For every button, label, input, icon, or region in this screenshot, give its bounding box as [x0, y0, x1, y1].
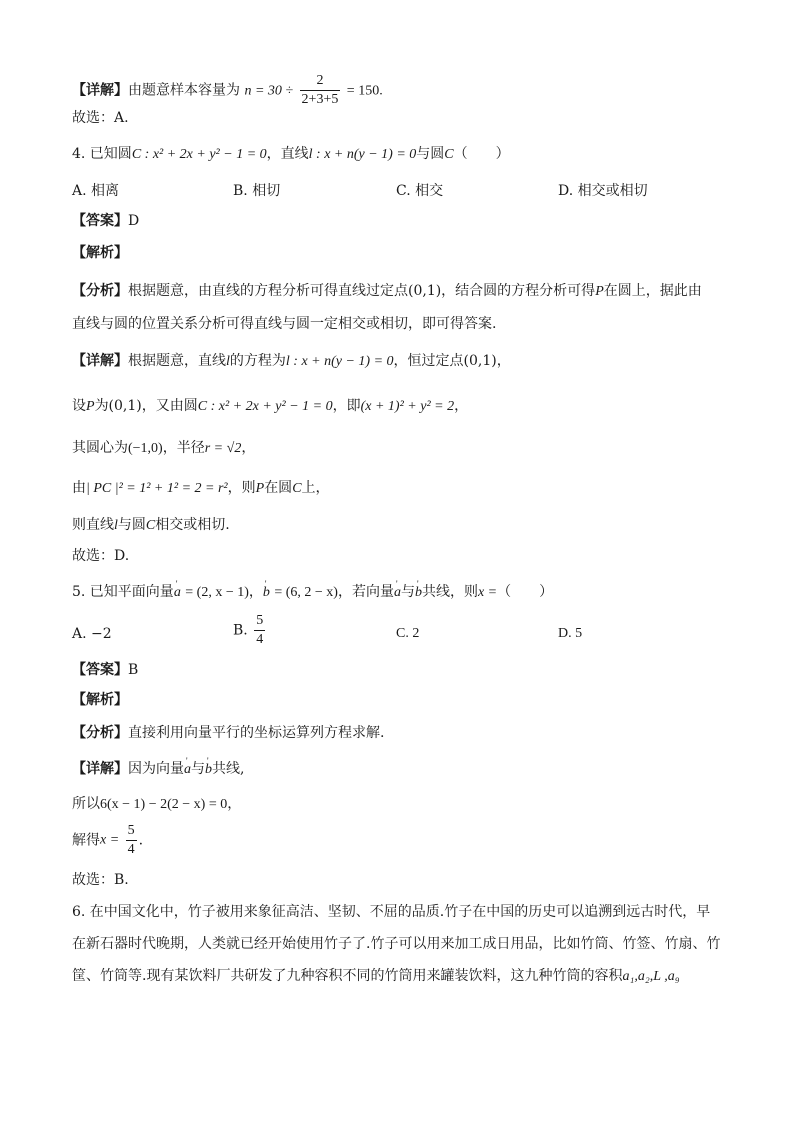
q4-option-d: D. 相交或相切: [558, 183, 648, 199]
q4-detail-4: 由| PC |² = 1² + 1² = 2 = r²，则P在圆C上，: [72, 480, 330, 496]
q4-analysis-1: 【分析】根据题意，由直线的方程分析可得直线过定点(0,1)，结合圆的方程分析可得P在圆上，据此由: [72, 283, 702, 299]
q6-line-1: 6. 在中国文化中，竹子被用来象征高洁、坚韧、不屈的品质.竹子在中国的历史可以追溯到远古时代，早: [72, 904, 711, 920]
q4-analysis-2: 直线与圆的位置关系分析可得直线与圆一定相交或相切，即可得答案.: [72, 316, 497, 332]
q6-line-2: 在新石器时代晚期，人类就已经开始使用竹子了.竹子可以用来加工成日用品，比如竹筒、竹签、竹扇、竹: [72, 936, 721, 952]
q5-option-b: B. $\frac{5}{4}$: [233, 613, 264, 647]
q5-jiexi-tag: 【解析】: [72, 692, 128, 708]
q5-choice: 故选：B.: [72, 872, 129, 888]
q3-choice: 故选：A.: [72, 110, 129, 126]
q5-option-c: C. 2: [396, 626, 420, 641]
q4-detail-1: 【详解】根据题意，直线l的方程为l : x + n(y − 1) = 0，恒过定点(0,1)，: [72, 353, 511, 369]
q4-stem: 4. 已知圆C : x² + 2x + y² − 1 = 0，直线l : x + n(y − 1) = 0与圆C（ ）: [72, 146, 510, 162]
q4-detail-3: 其圆心为(−1,0)，半径r = √2，: [72, 440, 256, 456]
fraction: $\frac{2}{2+3+5}$: [301, 73, 339, 107]
q5-option-a: A. −2: [72, 626, 112, 642]
q5-stem: 5. 已知平面向量' a = (2, x − 1)，' b = (6, 2 − x)，若向量' a与' b共线，则x =（ ）: [72, 582, 553, 603]
q4-jiexi-tag: 【解析】: [72, 245, 128, 261]
q3-detail: 【详解】由题意样本容量为 n = 30 ÷ $\frac{2}{2+3+5}$ = 150.: [72, 73, 383, 107]
q6-line-3: 筐、竹筒等.现有某饮料厂共研发了九种容积不同的竹筒用来罐装饮料，这九种竹筒的容积a₁,a₂,L ,a₉: [72, 968, 680, 984]
q4-detail-5: 则直线l与圆C相交或相切.: [72, 517, 230, 533]
q5-answer: 【答案】B: [72, 662, 139, 678]
q4-option-a: A. 相离: [72, 183, 120, 199]
q5-detail-1: 【详解】因为向量' a与' b共线,: [72, 759, 244, 780]
q4-detail-2: 设P为(0,1)，又由圆C : x² + 2x + y² − 1 = 0，即(x + 1)² + y² = 2，: [72, 398, 469, 414]
detail-tag: 【详解】: [72, 82, 128, 99]
q4-answer: 【答案】D: [72, 213, 140, 229]
q5-detail-3: 解得x = $\frac{5}{4}$ .: [72, 823, 144, 857]
q5-analysis: 【分析】直接利用向量平行的坐标运算列方程求解.: [72, 725, 385, 741]
q4-choice: 故选：D.: [72, 548, 130, 564]
q5-option-d: D. 5: [558, 626, 583, 641]
q5-detail-2: 所以6(x − 1) − 2(2 − x) = 0，: [72, 796, 242, 812]
q4-option-c: C. 相交: [396, 183, 444, 199]
q4-option-b: B. 相切: [233, 183, 281, 199]
